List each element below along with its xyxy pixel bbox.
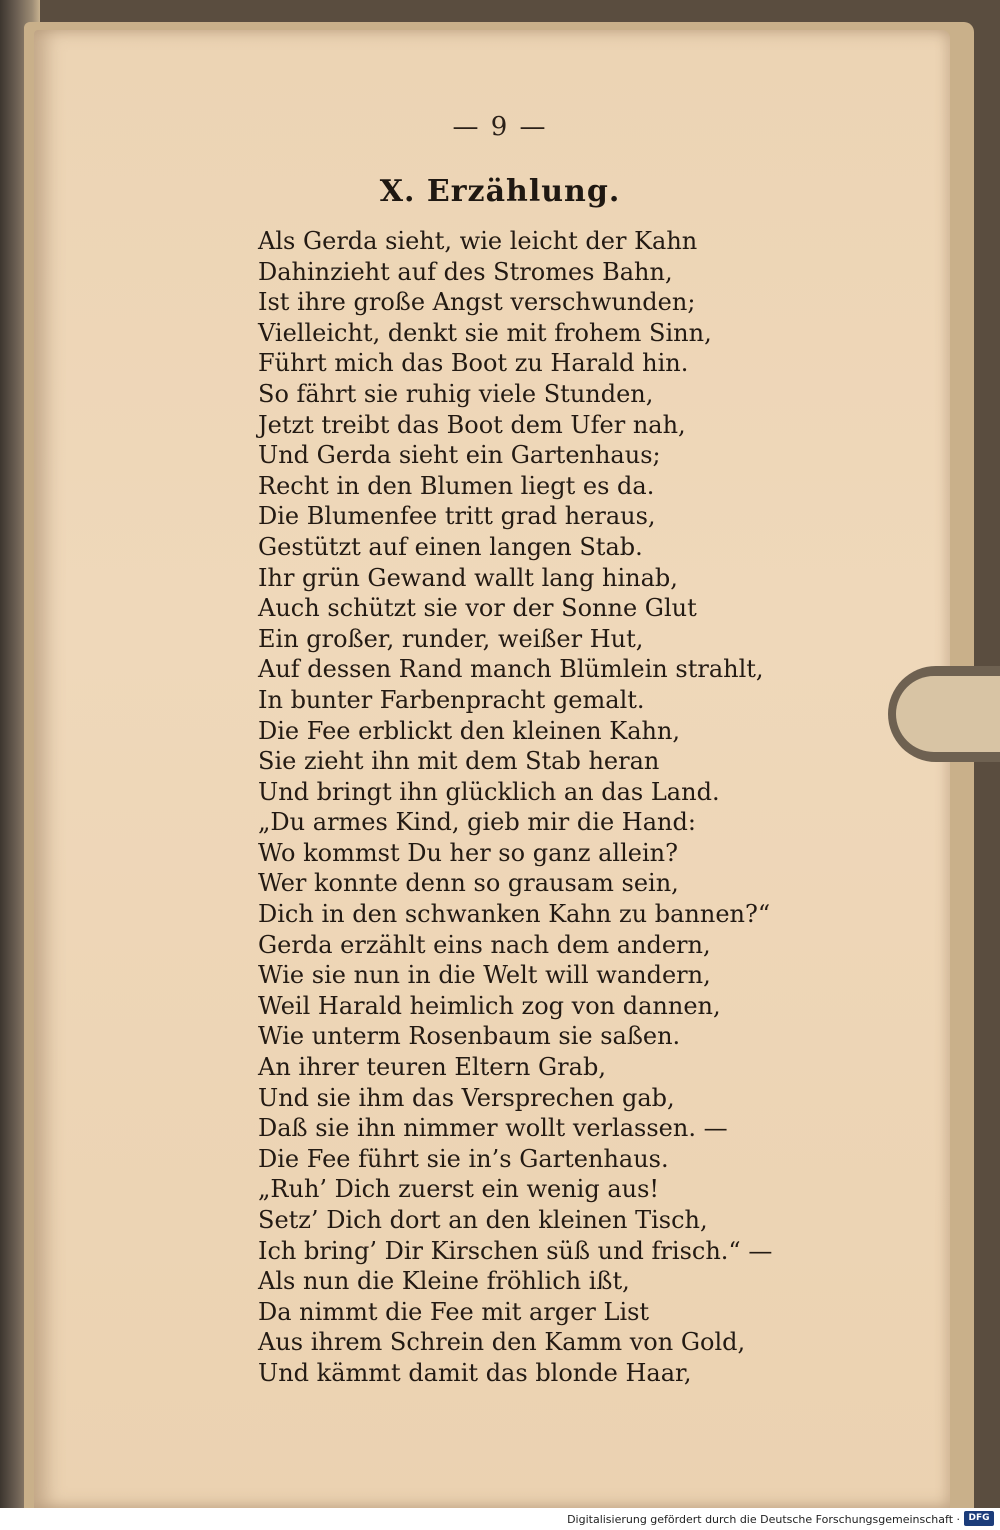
funding-credit: Digitalisierung gefördert durch die Deutsche Forschungsgemeinschaft · xyxy=(567,1513,960,1526)
poem-line: Die Fee führt sie in’s Gartenhaus. xyxy=(258,1144,669,1173)
poem-line: Ich bring’ Dir Kirschen süß und frisch.“ — xyxy=(258,1236,773,1265)
poem-line: In bunter Farbenpracht gemalt. xyxy=(258,685,645,714)
poem-line: Ein großer, runder, weißer Hut, xyxy=(258,624,644,653)
poem-line: Sie zieht ihn mit dem Stab heran xyxy=(258,747,660,776)
poem-line: Ist ihre große Angst verschwunden; xyxy=(258,288,696,317)
poem-line: Wer konnte denn so grausam sein, xyxy=(258,869,679,898)
poem-line: Führt mich das Boot zu Harald hin. xyxy=(258,349,689,378)
poem-line: Ihr grün Gewand wallt lang hinab, xyxy=(258,563,678,592)
poem-line: Die Fee erblickt den kleinen Kahn, xyxy=(258,716,681,745)
dfg-logo: DFG xyxy=(964,1511,994,1526)
poem-line: Als Gerda sieht, wie leicht der Kahn xyxy=(258,227,698,255)
poem-line: Und kämmt damit das blonde Haar, xyxy=(258,1358,692,1387)
poem-line: Und sie ihm das Versprechen gab, xyxy=(258,1083,675,1112)
poem-line: Als nun die Kleine fröhlich ißt, xyxy=(258,1267,630,1296)
poem-line: „Du armes Kind, gieb mir die Hand: xyxy=(258,808,696,837)
poem-line: Auf dessen Rand manch Blümlein strahlt, xyxy=(258,655,764,684)
page-number: — 9 — xyxy=(452,112,548,142)
poem-line: Dich in den schwanken Kahn zu bannen?“ xyxy=(258,900,771,929)
poem-line: An ihrer teuren Eltern Grab, xyxy=(258,1053,606,1082)
poem-line: Aus ihrem Schrein den Kamm von Gold, xyxy=(258,1328,746,1357)
poem-line: Und Gerda sieht ein Gartenhaus; xyxy=(258,441,661,470)
poem-line: Recht in den Blumen liegt es da. xyxy=(258,471,655,500)
poem-line: Die Blumenfee tritt grad heraus, xyxy=(258,502,656,531)
poem-line: Wie unterm Rosenbaum sie saßen. xyxy=(258,1022,681,1051)
poem-line: Weil Harald heimlich zog von dannen, xyxy=(258,991,721,1020)
poem-line: „Ruh’ Dich zuerst ein wenig aus! xyxy=(258,1175,660,1204)
poem-line: Gerda erzählt eins nach dem andern, xyxy=(258,930,711,959)
poem-line: Wie sie nun in die Welt will wandern, xyxy=(258,961,711,990)
poem-line: Vielleicht, denkt sie mit frohem Sinn, xyxy=(258,318,712,347)
poem-line: So fährt sie ruhig viele Stunden, xyxy=(258,379,654,408)
poem-line: Wo kommst Du her so ganz allein? xyxy=(258,838,678,867)
poem-line: Auch schützt sie vor der Sonne Glut xyxy=(258,594,697,623)
page-clip xyxy=(888,666,1000,762)
poem-text xyxy=(258,226,772,1389)
poem-line: Daß sie ihn nimmer wollt verlassen. — xyxy=(258,1114,728,1143)
chapter-heading: X. Erzählung. xyxy=(379,174,621,209)
poem-line: Jetzt treibt das Boot dem Ufer nah, xyxy=(258,410,686,439)
poem-line: Setz’ Dich dort an den kleinen Tisch, xyxy=(258,1206,708,1234)
poem-line: Und bringt ihn glücklich an das Land. xyxy=(258,777,720,806)
poem-line: Da nimmt die Fee mit arger List xyxy=(258,1297,650,1326)
poem-line: Gestützt auf einen langen Stab. xyxy=(258,532,643,561)
poem-line: Dahinzieht auf des Stromes Bahn, xyxy=(258,257,673,286)
